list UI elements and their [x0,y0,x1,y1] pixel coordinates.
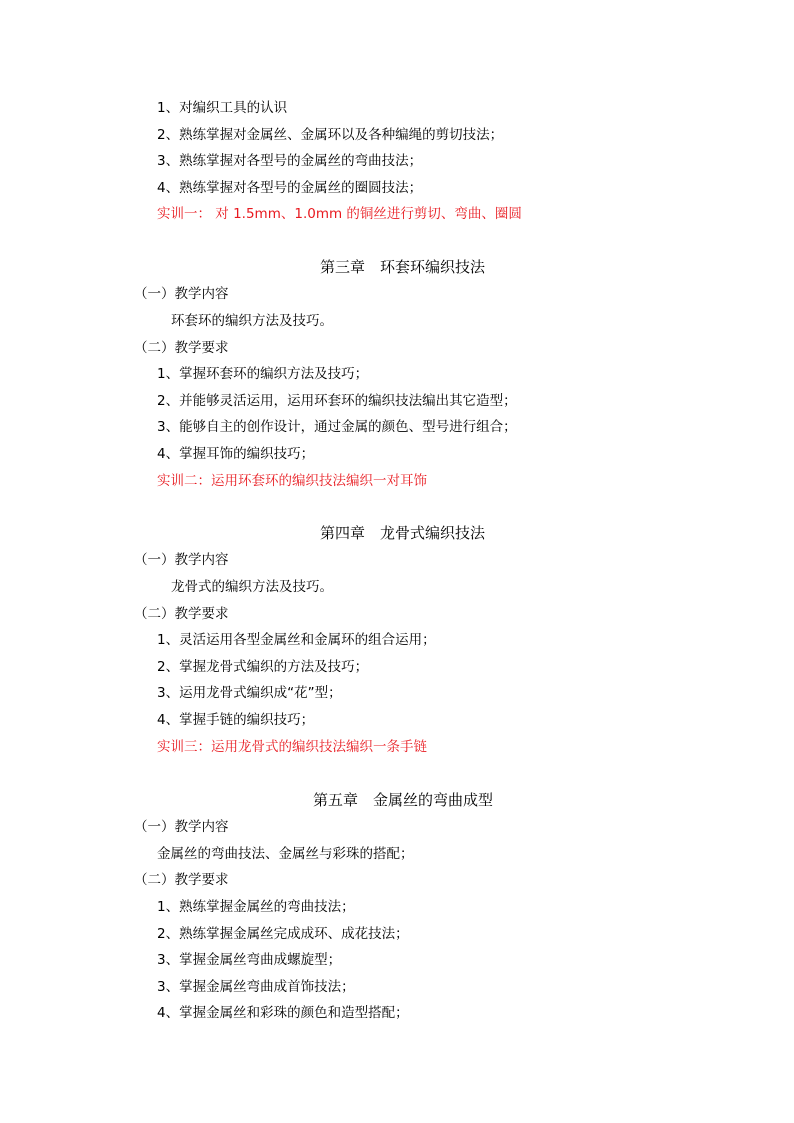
content-text: 龙骨式的编织方法及技巧。 [171,579,333,595]
chapter-title: 第三章 环套环编织技法 [320,258,486,276]
section-heading: （一）教学内容 [134,819,229,835]
list-item: 4、掌握金属丝和彩珠的颜色和造型搭配； [157,1005,409,1021]
list-item: 1、掌握环套环的编织方法及技巧； [157,366,369,382]
chapter-title: 第五章 金属丝的弯曲成型 [313,791,494,809]
list-item: 4、熟练掌握对各型号的金属丝的圈圆技法； [157,180,423,196]
section-heading: （二）教学要求 [134,606,229,622]
section-heading: （一）教学内容 [134,286,229,302]
section-heading: （二）教学要求 [134,340,229,356]
list-item: 2、熟练掌握金属丝完成成环、成花技法； [157,926,409,942]
content-text: 金属丝的弯曲技法、金属丝与彩珠的搭配； [157,846,414,862]
list-item: 3、运用龙骨式编织成“花”型； [157,685,342,701]
practice-task: 实训一： 对 1.5mm、1.0mm 的铜丝进行剪切、弯曲、圈圆 [157,206,522,222]
list-item: 2、并能够灵活运用，运用环套环的编织技法编出其它造型； [157,393,517,409]
chapter-title: 第四章 龙骨式编织技法 [320,524,486,542]
section-heading: （一）教学内容 [134,552,229,568]
list-item: 3、熟练掌握对各型号的金属丝的弯曲技法； [157,153,423,169]
content-text: 环套环的编织方法及技巧。 [171,313,333,329]
list-item: 1、熟练掌握金属丝的弯曲技法； [157,899,355,915]
list-item: 4、掌握耳饰的编织技巧； [157,446,315,462]
practice-task: 实训二：运用环套环的编织技法编织一对耳饰 [157,473,427,489]
list-item: 3、能够自主的创作设计，通过金属的颜色、型号进行组合； [157,419,517,435]
list-item: 2、掌握龙骨式编织的方法及技巧； [157,659,369,675]
list-item: 3、掌握金属丝弯曲成螺旋型； [157,952,342,968]
list-item: 2、熟练掌握对金属丝、金属环以及各种编绳的剪切技法； [157,127,504,143]
list-item: 4、掌握手链的编织技巧； [157,712,315,728]
list-item: 1、灵活运用各型金属丝和金属环的组合运用； [157,632,436,648]
list-item: 1、对编织工具的认识 [157,100,288,116]
practice-task: 实训三：运用龙骨式的编织技法编织一条手链 [157,739,427,755]
list-item: 3、掌握金属丝弯曲成首饰技法； [157,979,355,995]
section-heading: （二）教学要求 [134,872,229,888]
